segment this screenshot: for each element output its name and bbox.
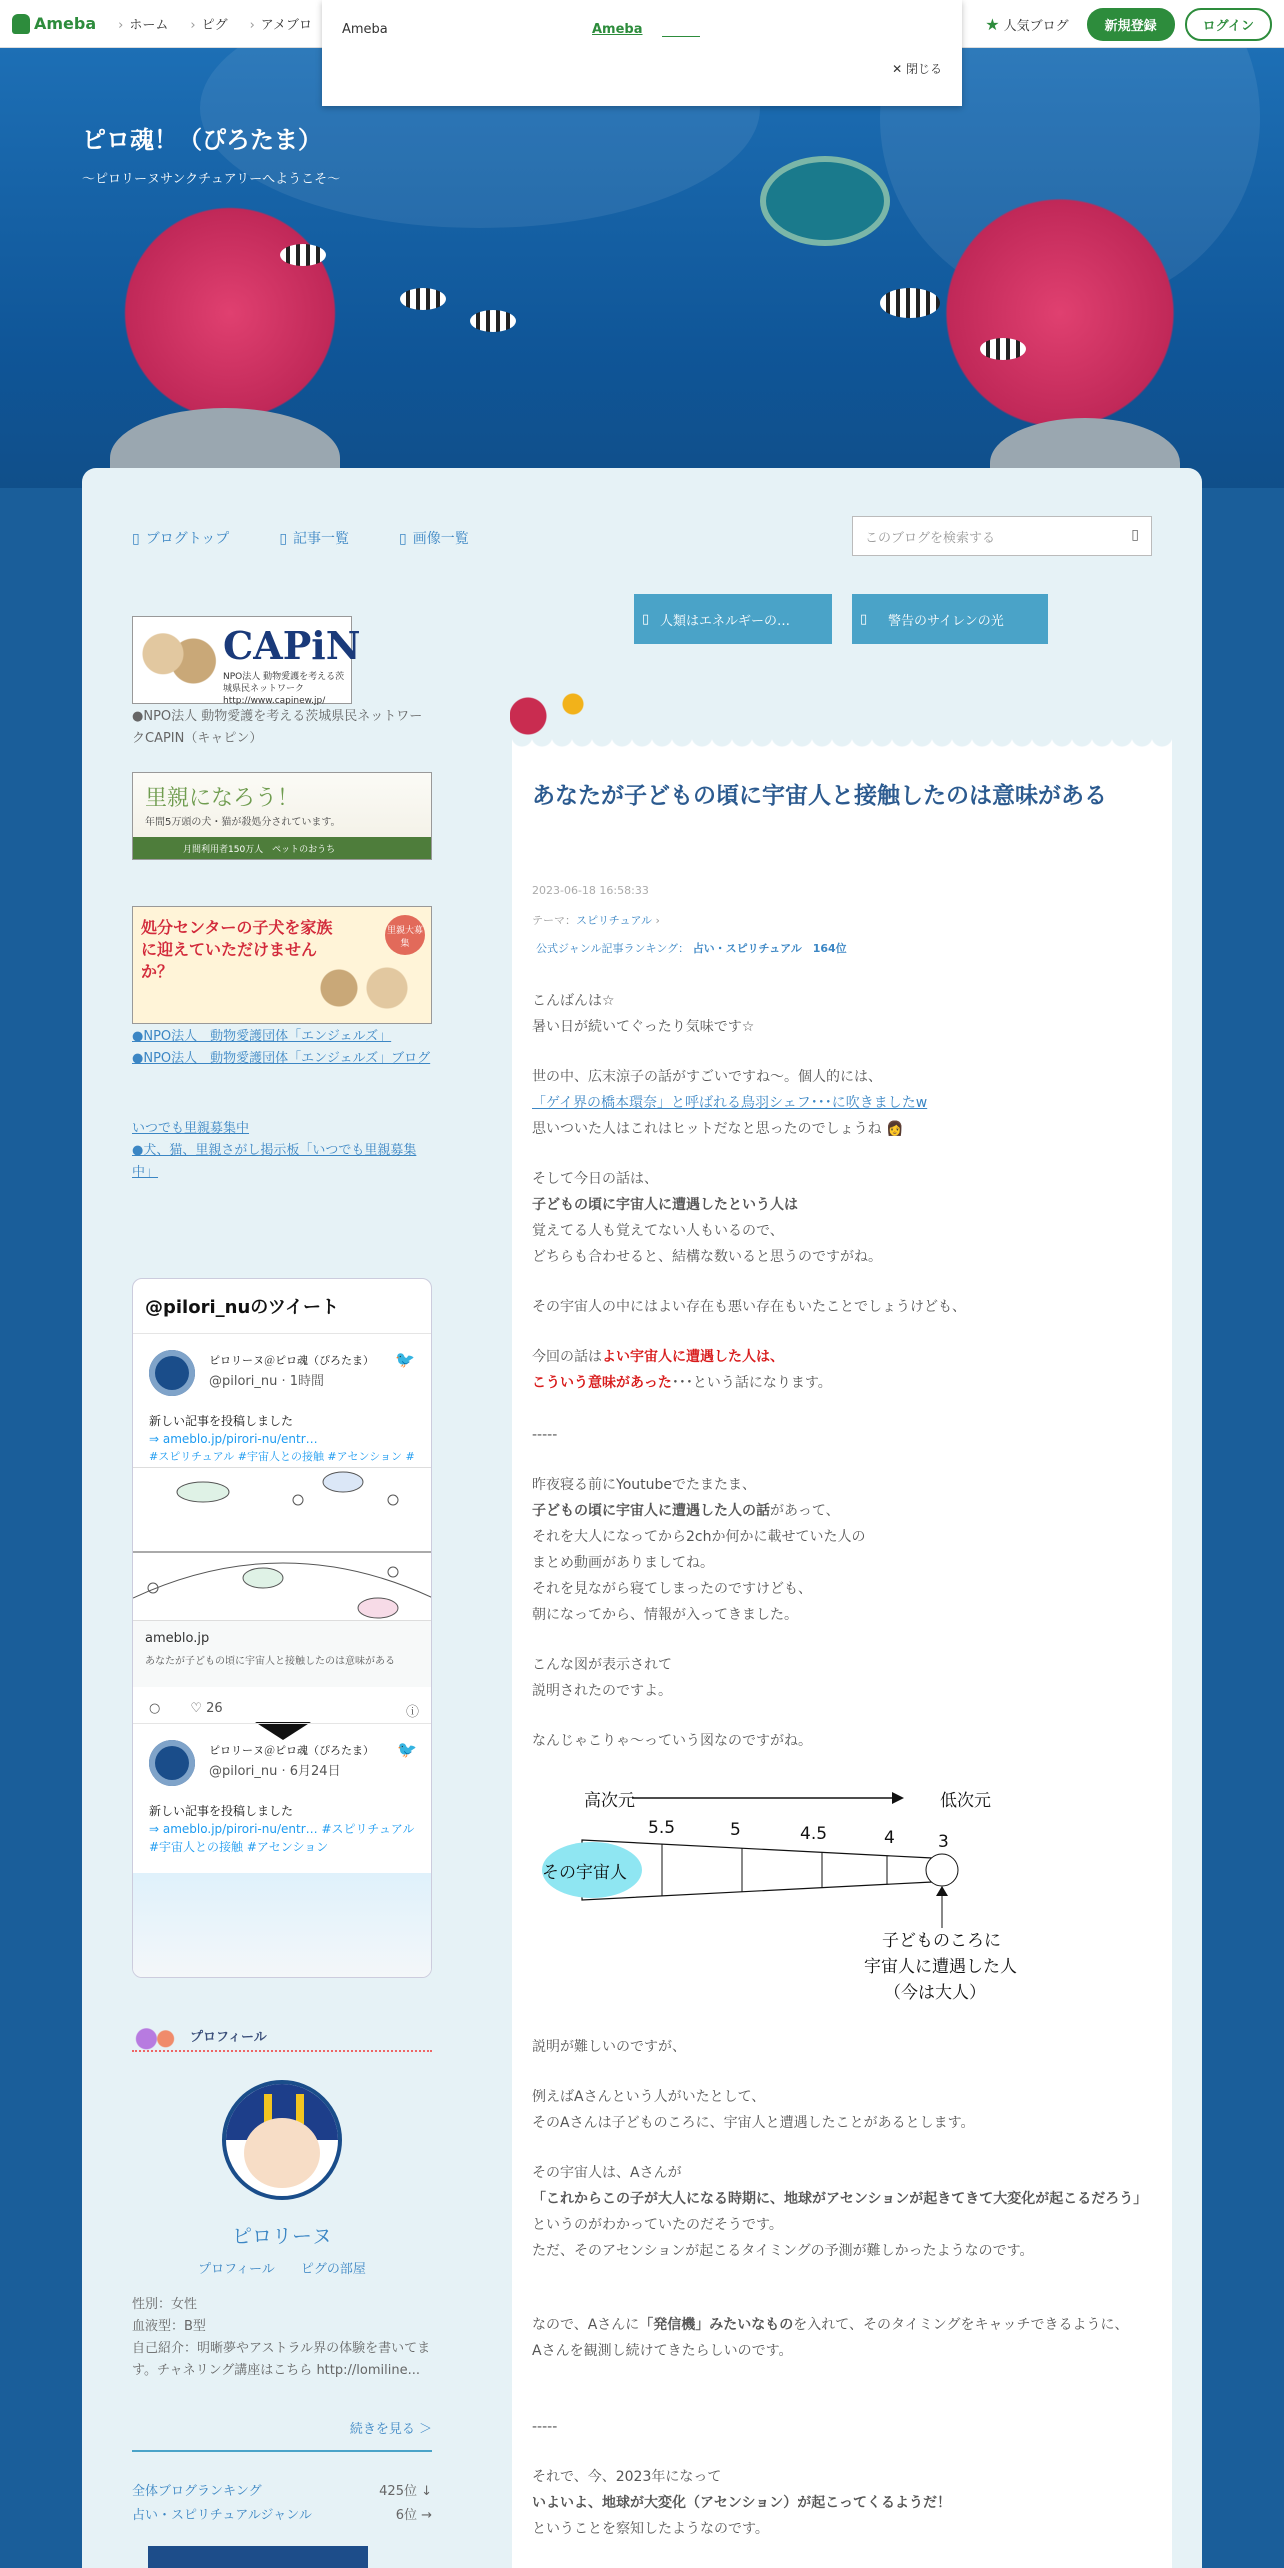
tweet-body	[149, 1802, 419, 1856]
nav-pigg[interactable]: › ピグ	[190, 14, 227, 33]
text-line: 例えばAさんという人がいたとして、	[532, 2089, 766, 2105]
cat-dog-illustration	[139, 625, 219, 697]
tweet-card[interactable]	[133, 1621, 432, 1687]
tweet-handle[interactable]: @pilori_nu · 1時間	[209, 1374, 325, 1389]
popup-ameba-link[interactable]: Ameba	[592, 22, 643, 37]
card-domain: ameblo.jp	[145, 1631, 210, 1646]
text-line: 世の中、広末涼子の話がすごいですね〜。個人的には、	[532, 1069, 882, 1085]
fish-icon	[400, 288, 446, 310]
blog-title[interactable]: ピロ魂！（ぴろたま）	[82, 126, 322, 154]
low-dimension-label: 低次元	[940, 1791, 991, 1811]
angels-banner-title: 処分センターの子犬を家族に迎えていただけませんか？	[141, 918, 333, 981]
prev-entry-button[interactable]: ▯ 人類はエネルギーの…	[634, 594, 832, 644]
text-line	[532, 1116, 1162, 1142]
like-button[interactable]: ♡ 26	[190, 1701, 223, 1716]
tweet-item[interactable]	[133, 1723, 432, 1873]
satooya-title: 里親になろう！	[145, 786, 300, 811]
dimension-value: 3	[938, 1832, 949, 1852]
face-shape	[244, 2118, 320, 2188]
text-line: それを大人になってから2chか何かに載せていた人の	[532, 1529, 866, 1545]
child-label: 宇宙人に遭遇した人	[864, 1957, 1017, 1977]
text-line: 暑い日が続いてぐったり気味です☆	[532, 1019, 755, 1035]
text-line: そして今日の話は、	[532, 1171, 658, 1187]
sidebar-banner-partial[interactable]	[148, 2546, 368, 2568]
profile-heading-text: プロフィール	[190, 2030, 267, 2045]
paragraph: 説明が難しいのですが、	[532, 2039, 686, 2055]
paragraph	[532, 1166, 1162, 1270]
ranking-label[interactable]: 占い・スピリチュアルジャンル	[132, 2508, 312, 2523]
satooya-banner[interactable]	[132, 772, 432, 860]
blog-header	[0, 48, 1284, 488]
text-line: 説明されたのですよ。	[532, 1683, 672, 1699]
subnav-entry-list[interactable]: ▯ 記事一覧	[279, 528, 349, 548]
fish-icon	[280, 244, 326, 266]
blog-subtitle: 〜ピロリーヌサンクチュアリーへようこそ〜	[82, 172, 341, 187]
text-line: どちらも合わせると、結構な数いると思うのですがね。	[532, 1249, 882, 1265]
paragraph	[532, 988, 1162, 1040]
genre-label: 公式ジャンル記事ランキング：	[536, 942, 690, 955]
angels-link[interactable]: ●NPO法人 動物愛護団体「エンジェルズ」	[132, 1029, 392, 1044]
text-line	[532, 1370, 1162, 1396]
angels-links	[132, 1026, 432, 1070]
article-date: 2023-06-18 16:58:33	[532, 884, 649, 897]
popup-brand: Ameba	[342, 22, 388, 37]
dimension-value: 5	[730, 1820, 741, 1840]
dimension-value: 4.5	[800, 1824, 828, 1844]
itsudemo-image-link[interactable]: いつでも里親募集中	[132, 1121, 250, 1136]
capin-caption: ●NPO法人 動物愛護を考える茨城県民ネットワークCAPIN（キャピン）	[132, 709, 423, 746]
subnav-image-list[interactable]: ▯ 画像一覧	[399, 528, 469, 548]
tweet-diagram-svg	[133, 1468, 432, 1622]
profile-intro: 自己紹介：明晰夢やアストラル界の体験を書いてます。チャネリング講座はこちら http://lomiline...	[132, 2341, 431, 2378]
next-entry-button[interactable]: ▯ 警告のサイレンの光	[852, 594, 1048, 644]
nav-ameblo[interactable]: › アメブロ	[250, 14, 312, 33]
paragraph	[532, 1472, 1162, 1628]
puppy-illustration	[303, 961, 423, 1015]
ameba-logo[interactable]	[12, 14, 96, 34]
popup-close-button[interactable]: ✕ 閉じる	[892, 62, 942, 76]
login-button[interactable]: ログイン	[1185, 8, 1272, 41]
bold-text: 「発信機」みたいなもの	[639, 2317, 794, 2333]
text-line: それを見ながら寝てしまったのですけども、	[532, 1581, 812, 1597]
ranking-label[interactable]: 全体ブログランキング	[132, 2484, 262, 2499]
text-line: その宇宙人は、Aさんが	[532, 2165, 682, 2181]
genre-ranking	[536, 940, 847, 956]
popup-underline	[662, 36, 700, 37]
article-title[interactable]: あなたが子どもの頃に宇宙人と接触したのは意味がある	[532, 783, 1107, 809]
angels-banner[interactable]	[132, 906, 432, 1024]
emoji-icon: 👩	[886, 1121, 904, 1137]
shell-icon	[132, 2022, 180, 2050]
tweet-image[interactable]	[133, 1467, 432, 1621]
tweet-handle[interactable]: @pilori_nu · 6月24日	[209, 1764, 341, 1779]
article-link[interactable]: 「ゲイ界の橋本環奈」と呼ばれる鳥羽シェフ･･･に吹きましたw	[532, 1095, 928, 1111]
popular-blog-link[interactable]	[985, 15, 1068, 34]
text-line: というのがわかっていたのだそうです。	[532, 2217, 783, 2233]
fish-icon	[980, 338, 1026, 360]
text-line: ということを察知したようなのです。	[532, 2521, 769, 2537]
tweet-author[interactable]: ピロリーヌ＠ピロ魂（ぴろたま）	[209, 1744, 374, 1757]
ranking-value: 425位 ↓	[379, 2484, 432, 2499]
register-button[interactable]: 新規登録	[1087, 8, 1175, 41]
turtle-illustration	[760, 156, 890, 246]
tweet-link[interactable]: ⇒ ameblo.jp/pirori-nu/entr…	[149, 1432, 318, 1446]
search-icon[interactable]: ▯	[1131, 527, 1139, 543]
search-placeholder: このブログを検索する	[865, 531, 996, 546]
fish-icon	[880, 288, 940, 318]
paragraph	[532, 2084, 1162, 2136]
coral-fish-icon	[510, 680, 600, 740]
alien-label: その宇宙人	[542, 1863, 627, 1883]
dimension-diagram[interactable]	[542, 1778, 1062, 2008]
paragraph: なんじゃこりゃ〜っていう図なのですがね。	[532, 1733, 812, 1749]
text-line: こんな図が表示されて	[532, 1657, 672, 1673]
theme-label: テーマ：	[532, 914, 576, 927]
separator: -----	[532, 2419, 558, 2435]
text-line: Aさんを観測し続けてきたらしいのです。	[532, 2343, 793, 2359]
twitter-widget	[132, 1278, 432, 1978]
subnav-blog-top[interactable]: ▯ ブログトップ	[132, 528, 229, 548]
bold-line: 「これからこの子が大人になる時期に、地球がアセンションが起きてきて大変化が起こるだろう」	[532, 2191, 1148, 2207]
capin-banner[interactable]	[132, 616, 361, 706]
text-span: ･･･という話になります。	[671, 1375, 832, 1391]
satooya-sub: 年間5万頭の犬・猫が殺処分されています。	[145, 817, 341, 828]
text-span: を入れて、そのタイミングをキャッチできるように、	[793, 2317, 1129, 2333]
tweet-link[interactable]: ⇒ ameblo.jp/pirori-nu/entr… #スピリチュアル #宇宙人との接触 #アセンション	[149, 1822, 415, 1854]
bold-text: 子どもの頃に宇宙人に遭遇した人の話	[532, 1503, 770, 1519]
text-span: 今回の話は	[532, 1349, 602, 1365]
text-line: 昨夜寝る前にYoutubeでたまたま、	[532, 1477, 756, 1493]
star-icon: ★	[985, 15, 1000, 34]
genre-link[interactable]: 占い・スピリチュアル 164位	[692, 942, 847, 955]
twitter-bird-icon[interactable]: 🐦	[397, 1740, 417, 1759]
text-line: ただ、そのアセンションが起こるタイミングの予測が難しかったようなのです。	[532, 2243, 1034, 2259]
red-text: こういう意味があった	[532, 1375, 672, 1391]
like-count: 26	[206, 1701, 223, 1716]
capin-banner-subtext: NPO法人 動物愛護を考える茨城県民ネットワーク http://www.capinew.jp/	[223, 672, 345, 706]
child-label: （今は大人）	[884, 1983, 986, 2003]
child-label: 子どものころに	[882, 1931, 1001, 1951]
wave-edge	[512, 738, 1172, 752]
tweet-author[interactable]: ピロリーヌ＠ピロ魂（ぴろたま）	[209, 1354, 374, 1367]
separator: -----	[532, 1427, 558, 1443]
coral-illustration	[920, 188, 1200, 438]
text-line: まとめ動画がありましてね。	[532, 1555, 714, 1571]
popular-label: 人気ブログ	[1003, 19, 1069, 34]
twitter-widget-title[interactable]: @pilori_nuのツイート	[133, 1279, 431, 1334]
ranking-value: 6位 →	[395, 2508, 432, 2523]
text-line: こんばんは☆	[532, 993, 615, 1009]
paragraph	[532, 2312, 1162, 2364]
text-span: があって、	[770, 1503, 840, 1519]
paragraph	[532, 1064, 1162, 1142]
reply-icon[interactable]: ○	[149, 1701, 161, 1716]
red-text: よい宇宙人に遭遇した人は、	[602, 1349, 784, 1365]
article-body	[512, 748, 1172, 2568]
text-line: そのAさんは子どものころに、宇宙人と遭遇したことがあるとします。	[532, 2115, 975, 2131]
text-line	[532, 1498, 1162, 1524]
global-nav	[118, 14, 312, 33]
tweet-text: 新しい記事を投稿しました	[149, 1804, 294, 1818]
profile-more-link[interactable]: 続きを見る ＞	[349, 2422, 432, 2437]
profile-blood: 血液型：B型	[132, 2319, 206, 2334]
high-dimension-label: 高次元	[584, 1791, 635, 1811]
text-span: 思いついた人はこれはヒットだなと思ったのでしょうね	[532, 1121, 882, 1137]
card-title: あなたが子どもの頃に宇宙人と接触したのは意味がある	[145, 1656, 395, 1667]
article-theme: テーマ：スピリチュアル ›	[532, 914, 660, 927]
itsudemo-links	[132, 1118, 432, 1184]
info-icon[interactable]: ⓘ	[405, 1705, 419, 1720]
text-span: なので、Aさんに	[532, 2317, 640, 2333]
avatar[interactable]	[149, 1350, 195, 1396]
top-right	[985, 8, 1272, 41]
frog-icon	[12, 14, 30, 34]
logo-text: Ameba	[34, 14, 97, 33]
profile-links[interactable]: プロフィール ピグの部屋	[198, 2262, 366, 2277]
nav-home[interactable]: › ホーム	[118, 14, 168, 33]
blog-search-input[interactable]	[852, 516, 1152, 556]
tweet-tags[interactable]: #スピリチュアル #宇宙人との接触 #アセンション #	[149, 1450, 415, 1463]
profile-avatar[interactable]	[222, 2080, 342, 2200]
bold-line: 子どもの頃に宇宙人に遭遇したという人は	[532, 1197, 798, 1213]
satooya-bar: 月間利用者150万人 ペットのおうち	[133, 837, 431, 859]
paragraph: その宇宙人の中にはよい存在も悪い存在もいたことでしょうけども、	[532, 1299, 966, 1315]
theme-link[interactable]: スピリチュアル	[576, 914, 653, 927]
profile-gender: 性別：女性	[132, 2297, 198, 2312]
blog-subnav	[132, 528, 469, 548]
paragraph	[532, 2160, 1162, 2264]
tweet-text: 新しい記事を投稿しました	[149, 1414, 294, 1428]
text-line	[532, 2312, 1162, 2338]
profile-info	[132, 2294, 432, 2382]
paragraph	[532, 2464, 1162, 2542]
fish-icon	[470, 310, 516, 332]
capin-logo-text: CAPiN	[223, 623, 361, 668]
coral-illustration	[100, 198, 360, 428]
angels-badge: 里親大募集	[385, 915, 425, 955]
angels-blog-link[interactable]: ●NPO法人 動物愛護団体「エンジェルズ」ブログ	[132, 1051, 431, 1066]
paragraph	[532, 1344, 1162, 1396]
paragraph	[532, 1652, 1162, 1704]
twitter-bird-icon[interactable]: 🐦	[395, 1350, 415, 1369]
bold-line: いよいよ、地球が大変化（アセンション）が起こってくるようだ！	[532, 2495, 951, 2511]
tweet-actions	[149, 1701, 419, 1720]
divider	[132, 2450, 432, 2452]
profile-name[interactable]: ピロリーヌ	[232, 2224, 332, 2248]
ranking-row[interactable]	[132, 2504, 432, 2523]
avatar[interactable]	[149, 1740, 195, 1786]
text-line: 覚えてる人も覚えてない人もいるので、	[532, 1223, 784, 1239]
overlay-popup	[322, 0, 962, 106]
text-line: それで、今、2023年になって	[532, 2469, 722, 2485]
text-line: 朝になってから、情報が入ってきました。	[532, 1607, 798, 1623]
tweet-image[interactable]	[133, 1873, 432, 1978]
text-line	[532, 1344, 1162, 1370]
profile-heading	[132, 2022, 432, 2052]
ranking-row[interactable]	[132, 2480, 432, 2499]
itsudemo-link[interactable]: ●犬、猫、里親さがし掲示板「いつでも里親募集中」	[132, 1143, 417, 1180]
dimension-value: 4	[884, 1828, 895, 1848]
dimension-value: 5.5	[648, 1818, 676, 1838]
